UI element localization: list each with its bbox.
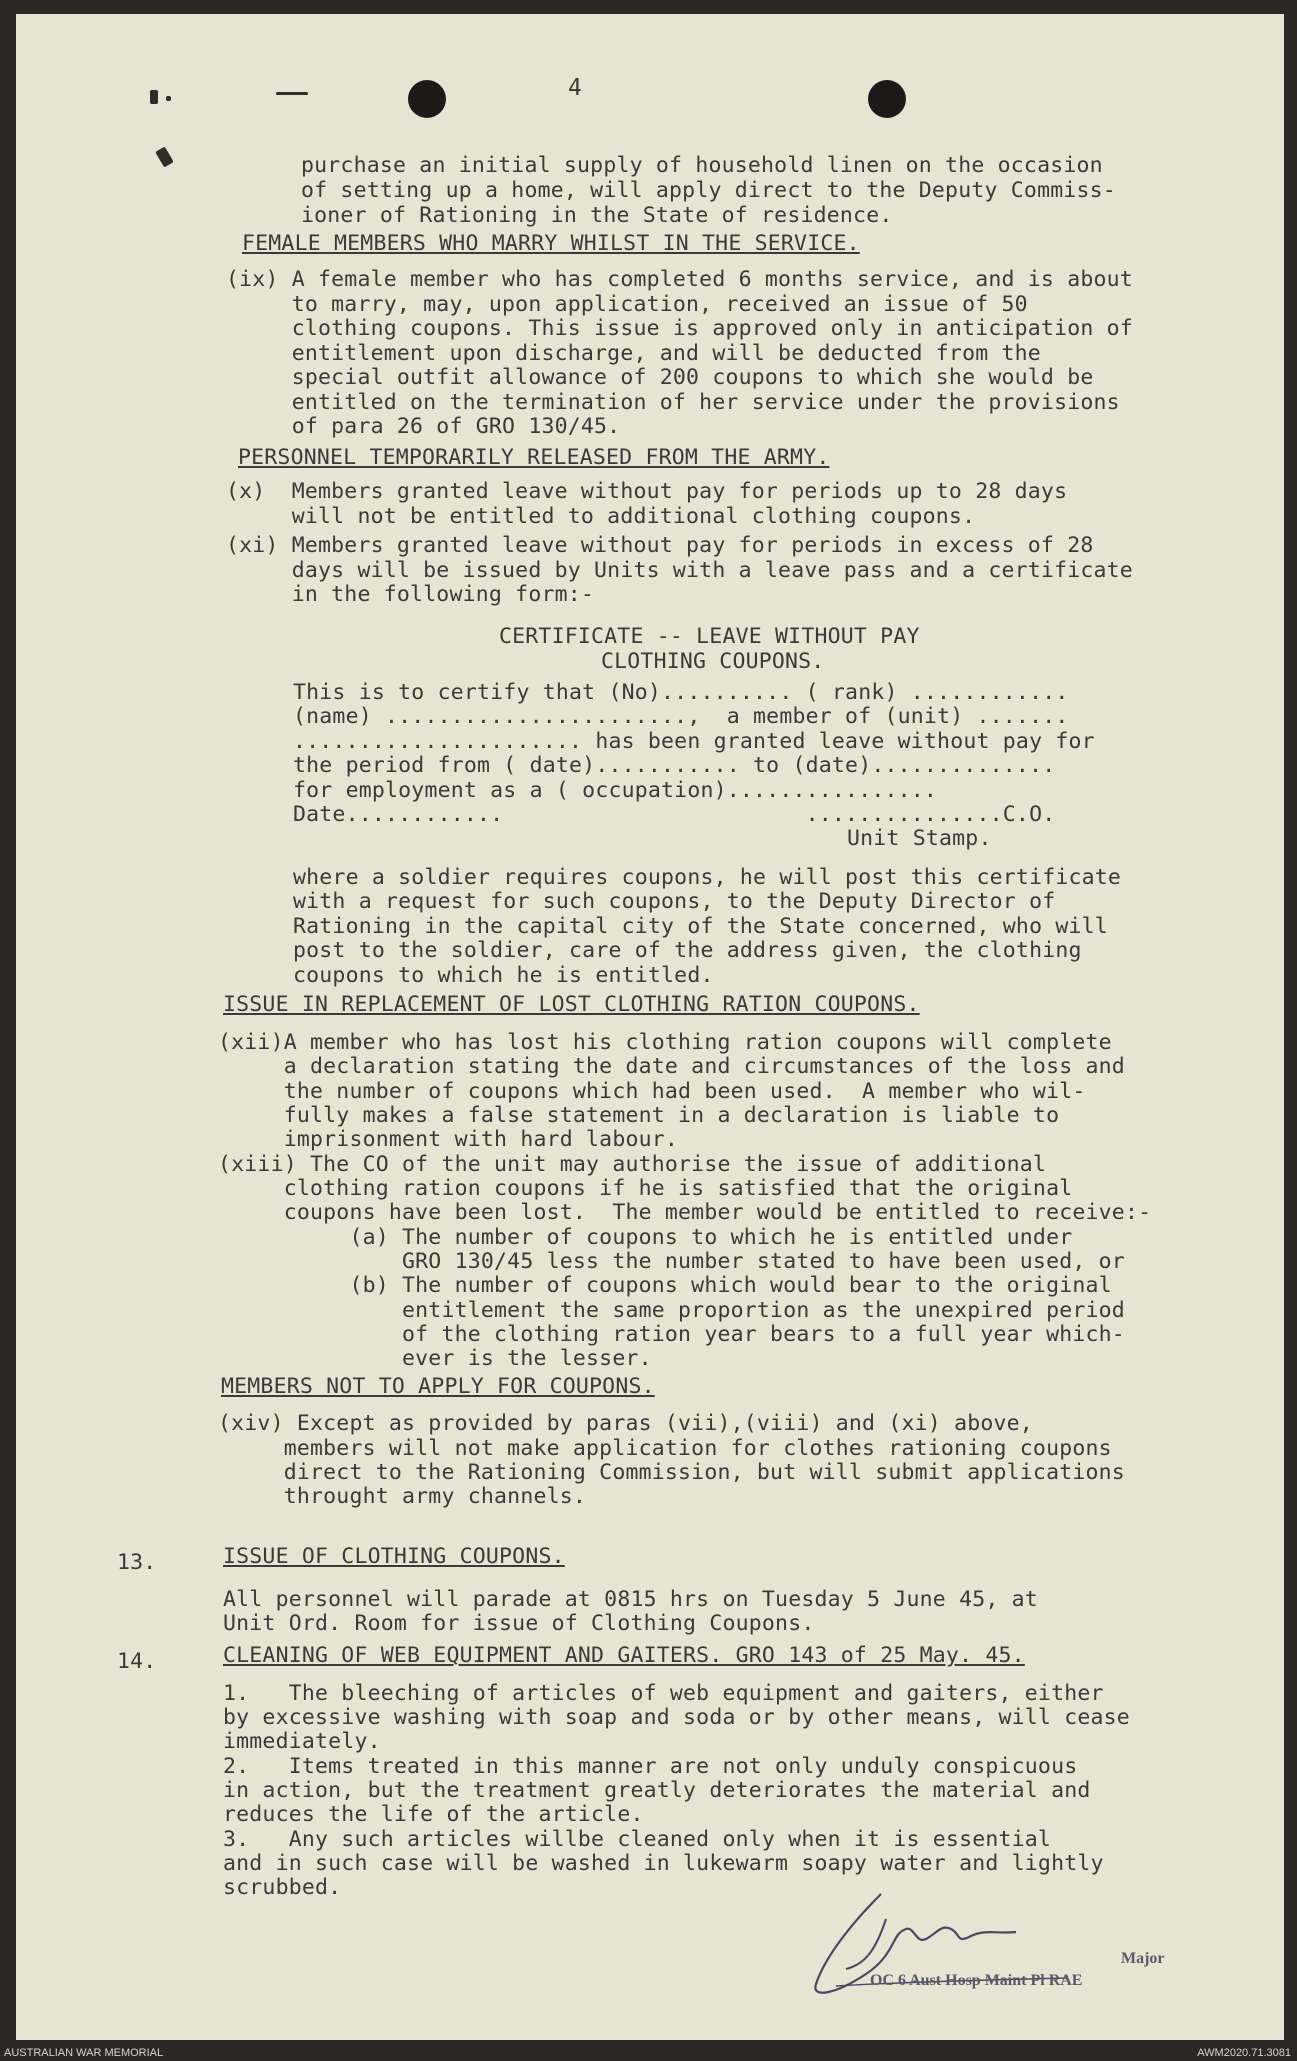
text-line: All personnel will parade at 0815 hrs on Tuesday 5 June 45, at: [223, 1587, 1038, 1612]
text-line: direct to the Rationing Commission, but will submit applications: [218, 1460, 1125, 1485]
text-line: entitlement the same proportion as the unexpired period: [218, 1298, 1125, 1323]
text-line: (xii)A member who has lost his clothing ration coupons will complete: [218, 1030, 1112, 1055]
intro-line: ioner of Rationing in the State of residence.: [301, 203, 893, 228]
section-number: 14.: [117, 1649, 157, 1674]
text-line: and in such case will be washed in lukewarm soapy water and lightly: [223, 1851, 1104, 1876]
certificate-subtitle: CLOTHING COUPONS.: [601, 649, 825, 674]
text-line: to marry, may, upon application, received an issue of 50: [226, 292, 1028, 317]
text-line: (xiv) Except as provided by paras (vii),(viii) and (xi) above,: [218, 1411, 1033, 1436]
text-line: scrubbed.: [223, 1875, 342, 1900]
text-line: a declaration stating the date and circumstances of the loss and: [218, 1054, 1125, 1079]
stamp-unit: OC 6 Aust Hosp Maint Pl RAE: [870, 1972, 1083, 1989]
text-line: entitled on the termination of her service under the provisions: [226, 390, 1120, 415]
text-line: (ix) A female member who has completed 6 months service, and is about: [226, 267, 1133, 292]
section-number: 13.: [117, 1550, 157, 1575]
text-line: reduces the life of the article.: [223, 1802, 644, 1827]
unit-stamp-label: Unit Stamp.: [847, 826, 992, 851]
text-line: (a) The number of coupons to which he is entitled under: [218, 1225, 1073, 1250]
text-line: will not be entitled to additional clothing coupons.: [226, 504, 976, 529]
text-line: fully makes a false statement in a declaration is liable to: [218, 1103, 1060, 1128]
text-line: where a soldier requires coupons, he will post this certificate: [293, 865, 1122, 890]
section-heading: ISSUE IN REPLACEMENT OF LOST CLOTHING RATION COUPONS.: [223, 992, 920, 1017]
text-line: of the clothing ration year bears to a full year which-: [218, 1322, 1125, 1347]
section-heading: FEMALE MEMBERS WHO MARRY WHILST IN THE SERVICE.: [242, 231, 860, 256]
certificate-line: (name) ......................., a member of (unit) .......: [293, 704, 1069, 729]
signature: [786, 1874, 1086, 2014]
text-line: entitlement upon discharge, and will be deducted from the: [226, 341, 1041, 366]
text-line: clothing ration coupons if he is satisfied that the original: [218, 1176, 1073, 1201]
certificate-line: for employment as a ( occupation)................: [293, 778, 938, 803]
text-line: in action, but the treatment greatly deteriorates the material and: [223, 1778, 1091, 1803]
section-heading: ISSUE OF CLOTHING COUPONS.: [223, 1544, 565, 1569]
text-line: (xi) Members granted leave without pay for periods in excess of 28: [226, 533, 1094, 558]
text-line: the number of coupons which had been used. A member who wil-: [218, 1079, 1086, 1104]
text-line: Rationing in the capital city of the State concerned, who will: [293, 914, 1108, 939]
footer-left: AUSTRALIAN WAR MEMORIAL: [4, 2047, 164, 2059]
text-line: GRO 130/45 less the number stated to have been used, or: [218, 1249, 1125, 1274]
text-line: 2. Items treated in this manner are not only unduly conspicuous: [223, 1754, 1078, 1779]
text-line: days will be issued by Units with a leave pass and a certificate: [226, 558, 1133, 583]
certificate-line: Date............ ...............C.O.: [293, 802, 1056, 827]
document-page: [16, 14, 1284, 2040]
certificate-title: CERTIFICATE -- LEAVE WITHOUT PAY: [499, 624, 920, 649]
certificate-line: the period from ( date)........... to (date)..............: [293, 753, 1056, 778]
text-line: clothing coupons. This issue is approved only in anticipation of: [226, 316, 1133, 341]
text-line: members will not make application for clothes rationing coupons: [218, 1436, 1112, 1461]
text-line: with a request for such coupons, to the Deputy Director of: [293, 889, 1056, 914]
text-line: (x) Members granted leave without pay for periods up to 28 days: [226, 479, 1068, 504]
ink-mark: [276, 92, 308, 95]
intro-line: of setting up a home, will apply direct to the Deputy Commiss-: [301, 178, 1116, 203]
page-number: 4: [568, 75, 583, 101]
text-line: (xiii) The CO of the unit may authorise the issue of additional: [218, 1152, 1047, 1177]
footer-right: AWM2020.71.3081: [1197, 2047, 1291, 2059]
ink-mark: [155, 146, 174, 167]
intro-line: purchase an initial supply of household linen on the occasion: [301, 153, 1103, 178]
certificate-line: ...................... has been granted leave without pay for: [293, 729, 1095, 754]
text-line: ever is the lesser.: [218, 1346, 652, 1371]
text-line: (b) The number of coupons which would bear to the original: [218, 1273, 1112, 1298]
certificate-line: This is to certify that (No).......... ( rank) ............: [293, 680, 1069, 705]
text-line: throught army channels.: [218, 1484, 587, 1509]
text-line: immediately.: [223, 1729, 381, 1754]
text-line: 3. Any such articles willbe cleaned only when it is essential: [223, 1827, 1052, 1852]
text-line: post to the soldier, care of the address given, the clothing: [293, 938, 1082, 963]
ink-mark: [150, 90, 158, 104]
section-heading: PERSONNEL TEMPORARILY RELEASED FROM THE ARMY.: [238, 445, 830, 470]
text-line: coupons have been lost. The member would be entitled to receive:-: [218, 1200, 1152, 1225]
section-heading: MEMBERS NOT TO APPLY FOR COUPONS.: [221, 1374, 655, 1399]
text-line: of para 26 of GRO 130/45.: [226, 414, 621, 439]
punch-hole: [868, 80, 906, 118]
text-line: Unit Ord. Room for issue of Clothing Coupons.: [223, 1611, 815, 1636]
text-line: 1. The bleeching of articles of web equipment and gaiters, either: [223, 1681, 1104, 1706]
text-line: in the following form:-: [226, 582, 595, 607]
punch-hole: [408, 80, 446, 118]
text-line: by excessive washing with soap and soda or by other means, will cease: [223, 1705, 1130, 1730]
text-line: imprisonment with hard labour.: [218, 1127, 679, 1152]
section-heading: CLEANING OF WEB EQUIPMENT AND GAITERS. GRO 143 of 25 May. 45.: [223, 1643, 1025, 1668]
stamp-rank: Major: [1121, 1950, 1165, 1967]
text-line: coupons to which he is entitled.: [293, 963, 714, 988]
ink-mark: [166, 96, 171, 101]
text-line: special outfit allowance of 200 coupons to which she would be: [226, 365, 1094, 390]
